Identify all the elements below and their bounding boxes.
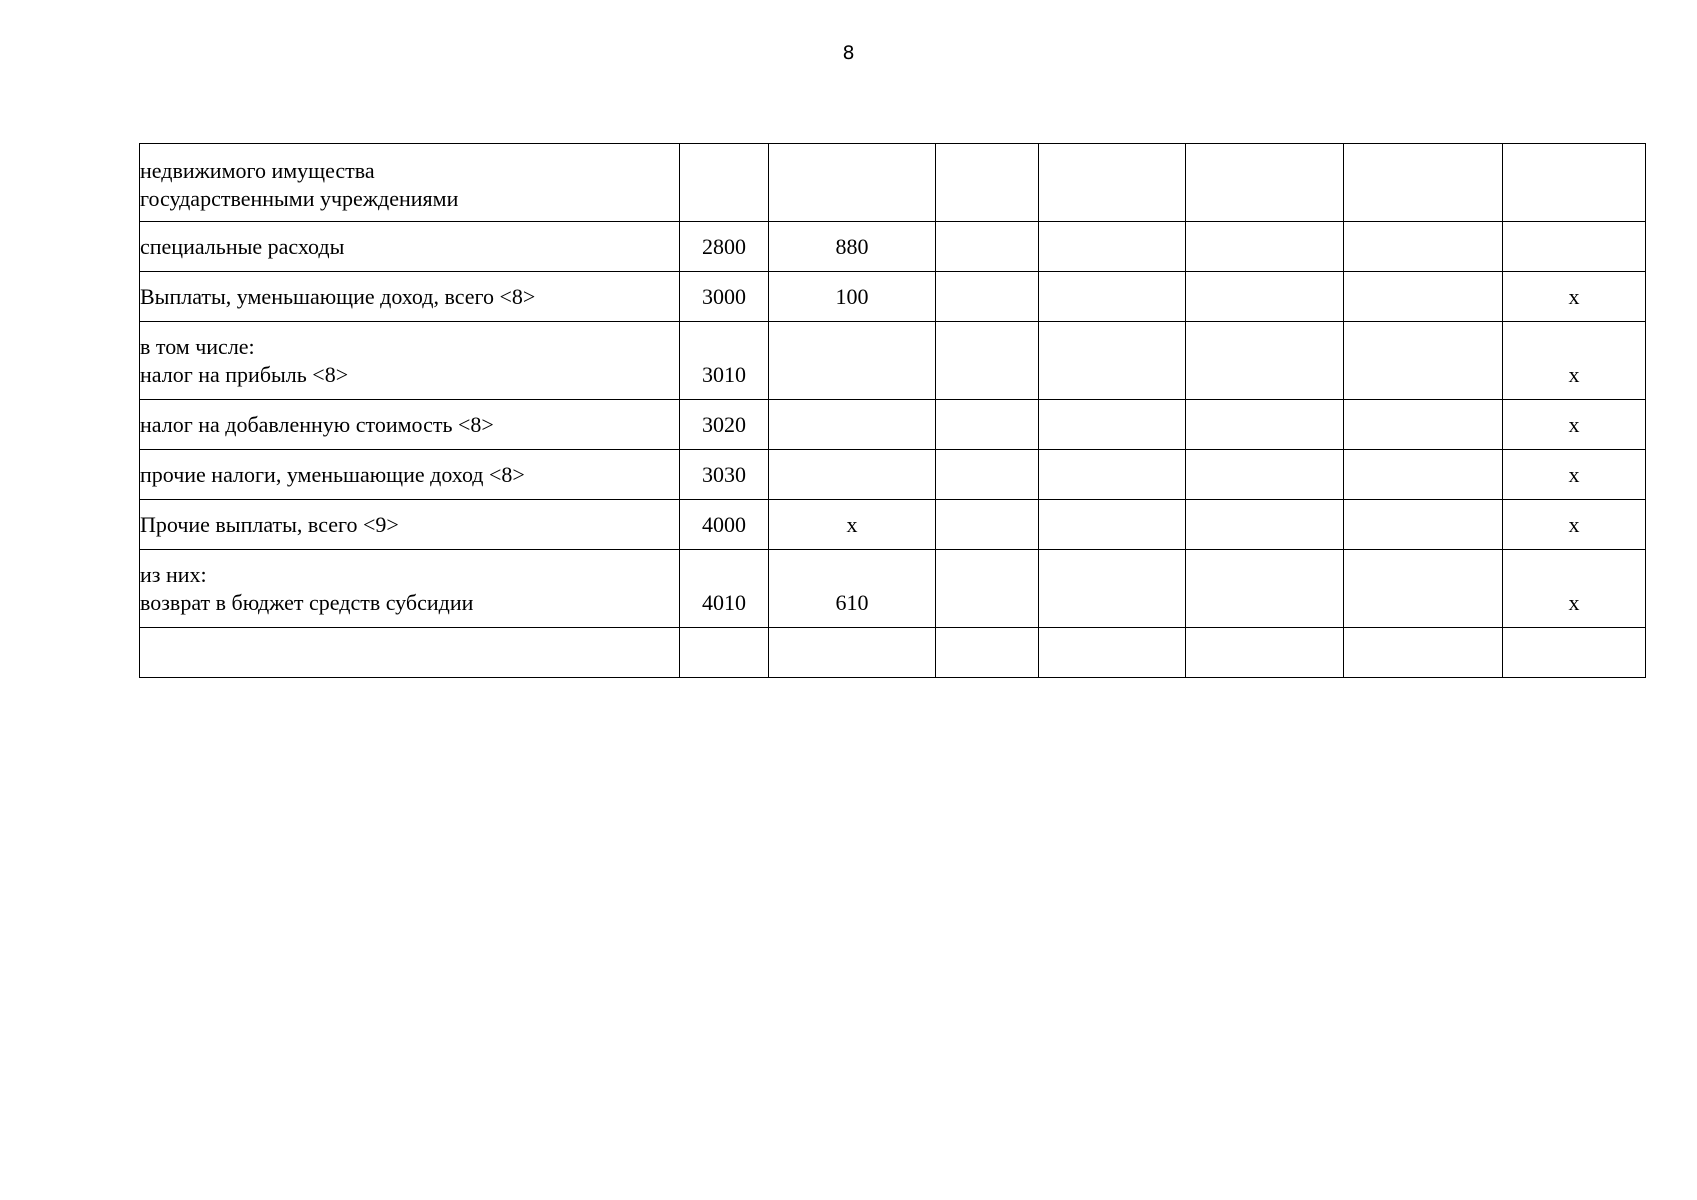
- row-label-line: специальные расходы: [140, 234, 345, 259]
- row-label-line: государственными учреждениями: [140, 186, 459, 211]
- line-code-cell: 3030: [680, 450, 769, 500]
- table-row: [140, 500, 1646, 550]
- amount-cell-5: [1039, 400, 1186, 450]
- amount-cell-6: [1186, 272, 1344, 322]
- amount-cell-4: [936, 322, 1039, 400]
- line-code-cell: 3010: [680, 322, 769, 400]
- line-code-cell: 3020: [680, 400, 769, 450]
- amount-cell-7: [1344, 500, 1503, 550]
- line-code-cell: 4000: [680, 500, 769, 550]
- amount-cell-4: [936, 550, 1039, 628]
- amount-cell-4: [936, 272, 1039, 322]
- kosgu-code-cell: 100: [769, 272, 936, 322]
- amount-cell-4: [936, 628, 1039, 678]
- page-number: 8: [842, 42, 855, 64]
- kosgu-code-cell: [769, 144, 936, 222]
- table-row: [140, 222, 1646, 272]
- table-row: [140, 144, 1646, 222]
- row-label-line: налог на прибыль <8>: [140, 362, 349, 387]
- row-label-line: недвижимого имущества: [140, 158, 375, 183]
- kosgu-code-cell: [769, 400, 936, 450]
- amount-cell-5: [1039, 272, 1186, 322]
- amount-cell-6: [1186, 222, 1344, 272]
- amount-cell-8: х: [1503, 500, 1646, 550]
- payments-table: [139, 143, 1646, 678]
- table-body: [140, 144, 1646, 678]
- line-code-cell: [680, 628, 769, 678]
- amount-cell-6: [1186, 322, 1344, 400]
- amount-cell-8: х: [1503, 450, 1646, 500]
- amount-cell-4: [936, 144, 1039, 222]
- row-label-line: возврат в бюджет средств субсидии: [140, 590, 474, 615]
- amount-cell-5: [1039, 322, 1186, 400]
- amount-cell-8: [1503, 628, 1646, 678]
- line-code-cell: [680, 144, 769, 222]
- amount-cell-7: [1344, 322, 1503, 400]
- row-label-cell: [140, 628, 680, 678]
- amount-cell-5: [1039, 550, 1186, 628]
- table-row: [140, 550, 1646, 628]
- row-label-line: налог на добавленную стоимость <8>: [140, 412, 494, 437]
- kosgu-code-cell: х: [769, 500, 936, 550]
- row-label-line: Выплаты, уменьшающие доход, всего <8>: [140, 284, 536, 309]
- row-label-cell: [140, 550, 680, 628]
- amount-cell-7: [1344, 450, 1503, 500]
- amount-cell-7: [1344, 628, 1503, 678]
- table-row: [140, 450, 1646, 500]
- table-row: [140, 272, 1646, 322]
- row-label-cell: [140, 272, 680, 322]
- row-label-line: Прочие выплаты, всего <9>: [140, 512, 399, 537]
- amount-cell-5: [1039, 222, 1186, 272]
- amount-cell-8: [1503, 144, 1646, 222]
- kosgu-code-cell: [769, 322, 936, 400]
- row-label-cell: [140, 144, 680, 222]
- row-label-line: в том числе:: [140, 334, 255, 359]
- table-row: [140, 628, 1646, 678]
- amount-cell-8: х: [1503, 550, 1646, 628]
- amount-cell-6: [1186, 500, 1344, 550]
- line-code-cell: 4010: [680, 550, 769, 628]
- row-label-cell: [140, 450, 680, 500]
- kosgu-code-cell: [769, 450, 936, 500]
- amount-cell-5: [1039, 450, 1186, 500]
- amount-cell-6: [1186, 144, 1344, 222]
- row-label-line: из них:: [140, 562, 207, 587]
- amount-cell-4: [936, 450, 1039, 500]
- amount-cell-7: [1344, 222, 1503, 272]
- kosgu-code-cell: 880: [769, 222, 936, 272]
- amount-cell-4: [936, 500, 1039, 550]
- amount-cell-8: х: [1503, 322, 1646, 400]
- amount-cell-7: [1344, 272, 1503, 322]
- amount-cell-6: [1186, 550, 1344, 628]
- amount-cell-5: [1039, 628, 1186, 678]
- row-label-cell: [140, 222, 680, 272]
- amount-cell-8: [1503, 222, 1646, 272]
- table-row: [140, 400, 1646, 450]
- amount-cell-7: [1344, 144, 1503, 222]
- row-label-cell: [140, 322, 680, 400]
- amount-cell-6: [1186, 628, 1344, 678]
- row-label-line: прочие налоги, уменьшающие доход <8>: [140, 462, 525, 487]
- line-code-cell: 3000: [680, 272, 769, 322]
- table-row: [140, 322, 1646, 400]
- amount-cell-4: [936, 400, 1039, 450]
- amount-cell-5: [1039, 500, 1186, 550]
- amount-cell-8: х: [1503, 272, 1646, 322]
- amount-cell-8: х: [1503, 400, 1646, 450]
- kosgu-code-cell: 610: [769, 550, 936, 628]
- row-label-cell: [140, 500, 680, 550]
- amount-cell-4: [936, 222, 1039, 272]
- kosgu-code-cell: [769, 628, 936, 678]
- amount-cell-7: [1344, 550, 1503, 628]
- row-label-cell: [140, 400, 680, 450]
- amount-cell-5: [1039, 144, 1186, 222]
- line-code-cell: 2800: [680, 222, 769, 272]
- amount-cell-6: [1186, 450, 1344, 500]
- amount-cell-7: [1344, 400, 1503, 450]
- amount-cell-6: [1186, 400, 1344, 450]
